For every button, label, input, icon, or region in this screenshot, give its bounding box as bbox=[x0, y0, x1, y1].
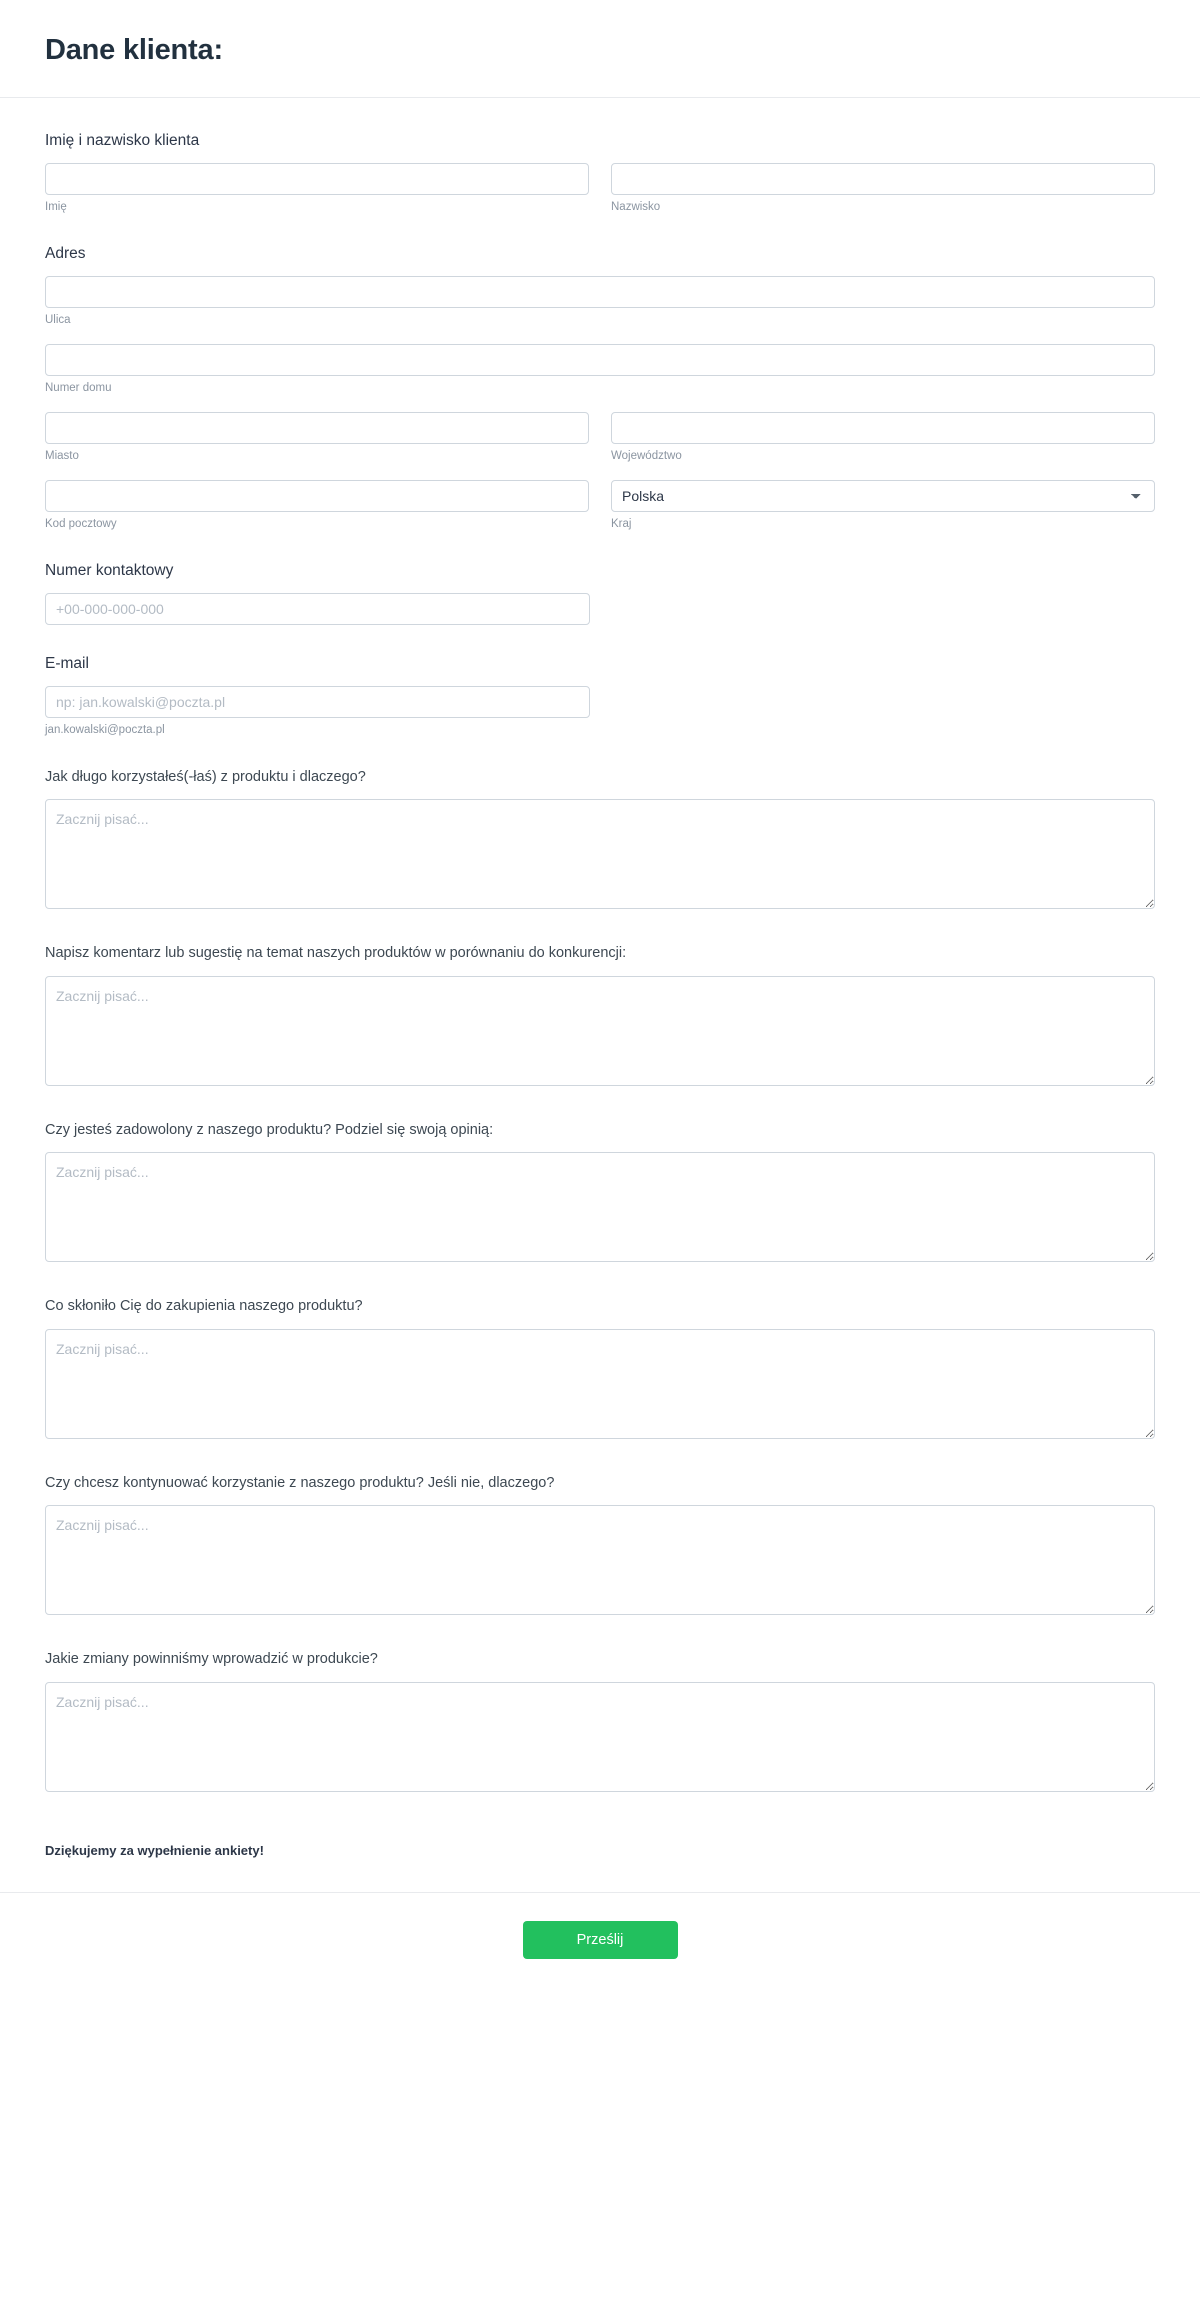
question-2-label: Napisz komentarz lub sugestię na temat naszych produktów w porównaniu do konkurencji: bbox=[45, 945, 627, 962]
house-number-row bbox=[45, 344, 1155, 396]
street-input[interactable] bbox=[45, 276, 1155, 308]
question-4-block bbox=[45, 1297, 1155, 1444]
city-input[interactable] bbox=[45, 412, 589, 444]
customer-name-label: Imię i nazwisko klienta bbox=[45, 132, 200, 149]
region-sublabel: Województwo bbox=[611, 449, 682, 462]
email-group bbox=[45, 655, 1155, 738]
house-number-input[interactable] bbox=[45, 344, 1155, 376]
name-row bbox=[45, 163, 1155, 215]
question-6-block bbox=[45, 1650, 1155, 1797]
region-col bbox=[611, 412, 1155, 464]
country-select[interactable] bbox=[611, 480, 1155, 512]
last-name-col bbox=[611, 163, 1155, 215]
email-input[interactable] bbox=[45, 686, 590, 718]
question-3-label: Czy jesteś zadowolony z naszego produktu? Podziel się swoją opinią: bbox=[45, 1121, 494, 1138]
postal-code-col bbox=[45, 480, 589, 532]
email-sublabel: jan.kowalski@poczta.pl bbox=[45, 723, 165, 736]
region-input[interactable] bbox=[611, 412, 1155, 444]
page-title: Dane klienta: bbox=[45, 34, 223, 66]
question-6-label: Jakie zmiany powinniśmy wprowadzić w produkcie? bbox=[45, 1651, 378, 1668]
phone-col bbox=[45, 593, 590, 625]
house-number-sublabel: Numer domu bbox=[45, 381, 112, 394]
question-1-label: Jak długo korzystałeś(-łaś) z produktu i dlaczego? bbox=[45, 768, 366, 785]
form-body bbox=[0, 98, 1200, 1858]
house-number-col bbox=[45, 344, 1155, 396]
phone-group bbox=[45, 562, 1155, 625]
customer-name-group bbox=[45, 132, 1155, 215]
question-1-block bbox=[45, 768, 1155, 915]
thanks-note: Dziękujemy za wypełnienie ankiety! bbox=[45, 1843, 264, 1858]
question-5-textarea[interactable] bbox=[45, 1505, 1155, 1615]
city-region-row bbox=[45, 412, 1155, 464]
last-name-sublabel: Nazwisko bbox=[611, 201, 661, 213]
question-6-textarea[interactable] bbox=[45, 1682, 1155, 1792]
street-row bbox=[45, 276, 1155, 328]
question-1-textarea[interactable] bbox=[45, 799, 1155, 909]
question-3-block bbox=[45, 1121, 1155, 1268]
phone-input[interactable] bbox=[45, 593, 590, 625]
question-3-textarea[interactable] bbox=[45, 1152, 1155, 1262]
first-name-sublabel: Imię bbox=[45, 201, 67, 213]
last-name-input[interactable] bbox=[611, 163, 1155, 195]
city-sublabel: Miasto bbox=[45, 449, 79, 462]
street-sublabel: Ulica bbox=[45, 313, 71, 326]
question-4-label: Co skłoniło Cię do zakupienia naszego produktu? bbox=[45, 1298, 363, 1315]
first-name-col bbox=[45, 163, 589, 215]
city-col bbox=[45, 412, 589, 464]
country-sublabel: Kraj bbox=[611, 517, 632, 530]
email-col bbox=[45, 686, 590, 738]
phone-label: Numer kontaktowy bbox=[45, 561, 174, 579]
first-name-input[interactable] bbox=[45, 163, 589, 195]
question-5-block bbox=[45, 1474, 1155, 1621]
question-2-block bbox=[45, 944, 1155, 1091]
question-5-label: Czy chcesz kontynuować korzystanie z naszego produktu? Jeśli nie, dlaczego? bbox=[45, 1474, 555, 1491]
question-4-textarea[interactable] bbox=[45, 1329, 1155, 1439]
postal-code-input[interactable] bbox=[45, 480, 589, 512]
email-label: E-mail bbox=[45, 654, 89, 672]
address-label: Adres bbox=[45, 244, 86, 262]
form-header bbox=[0, 0, 1200, 98]
postal-country-row bbox=[45, 480, 1155, 532]
form-footer bbox=[0, 1892, 1200, 1999]
postal-code-sublabel: Kod pocztowy bbox=[45, 517, 117, 530]
submit-button[interactable]: Prześlij bbox=[523, 1921, 678, 1959]
address-group bbox=[45, 245, 1155, 532]
street-col bbox=[45, 276, 1155, 328]
question-2-textarea[interactable] bbox=[45, 976, 1155, 1086]
country-col bbox=[611, 480, 1155, 532]
